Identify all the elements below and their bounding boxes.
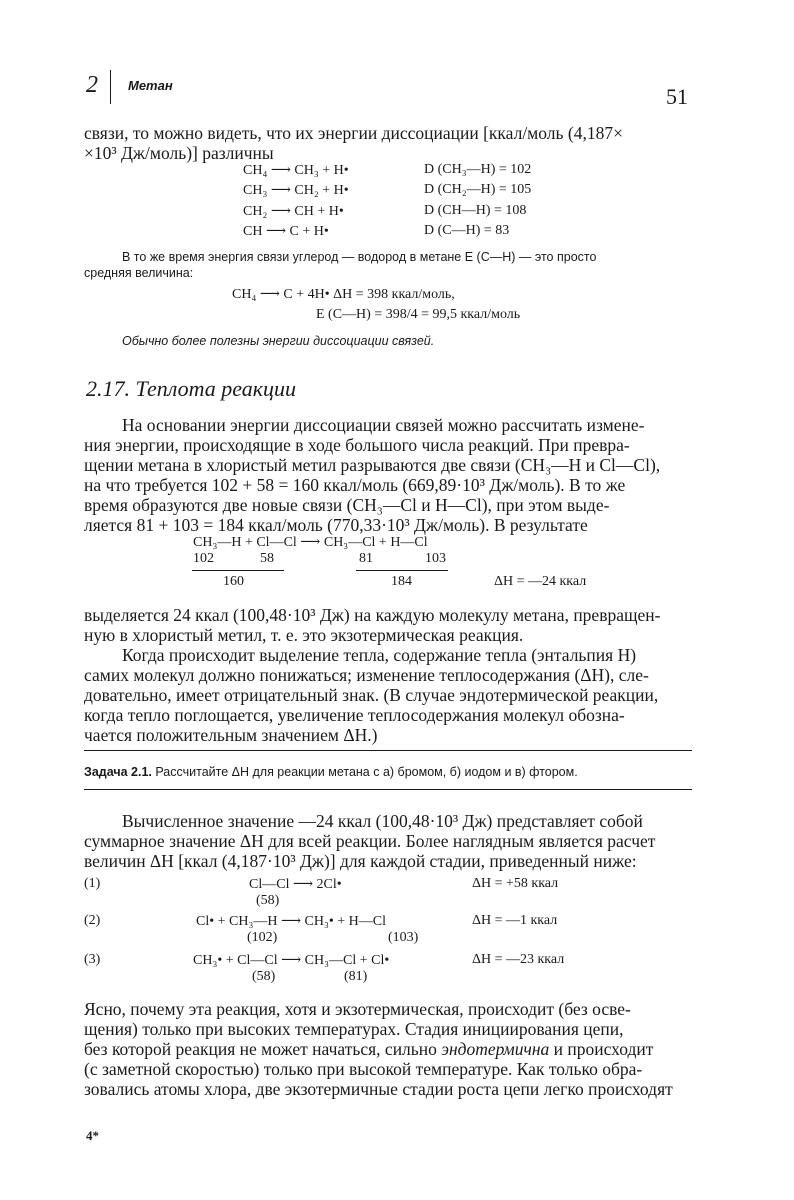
para2-line: самих молекул должно понижаться; изменение теплосодержания (ΔH), сле- — [84, 665, 649, 685]
problem-top-rule — [84, 750, 692, 751]
step-number: (3) — [84, 952, 101, 967]
bond-energy-sum-left: 160 — [223, 574, 244, 589]
step-energy: (103) — [388, 930, 419, 945]
para1-line: ния энергии, происходящие в ходе большого числа реакций. При превра- — [84, 435, 630, 455]
step-energy: (58) — [256, 893, 280, 908]
para4-text: без которой реакция не может начаться, сильно — [84, 1039, 442, 1059]
overall-reaction: CH₃—H + Cl—Cl ⟶ CH₃—Cl + H—Cl — [193, 535, 428, 550]
bond-energy-right-2: 103 — [425, 551, 446, 566]
intro-line-2: ×10³ Дж/моль)] различны — [84, 143, 274, 163]
para4-line: Ясно, почему эта реакция, хотя и экзотермическая, происходит (без осве- — [84, 999, 631, 1019]
note-conclusion: Обычно более полезны энергии диссоциации связей. — [122, 334, 435, 348]
chapter-title: Метан — [128, 78, 173, 93]
reaction-row: CH₄ ⟶ CH₃ + H• — [243, 163, 349, 178]
enthalpy-total: ΔH = —24 ккал — [494, 574, 587, 589]
para4-emphasis: эндотермична — [441, 1039, 550, 1059]
problem-bottom-rule — [84, 789, 692, 790]
step-energy: (102) — [247, 930, 278, 945]
problem-body: Рассчитайте ΔH для реакции метана с а) бромом, б) иодом и в) фтором. — [155, 765, 578, 779]
step-reaction: Cl• + CH₃—H ⟶ CH₃• + H—Cl — [196, 914, 386, 929]
para1-line: ляется 81 + 103 = 184 ккал/моль (770,33·10³ Дж/моль). В результате — [84, 515, 588, 535]
header-divider — [110, 70, 111, 104]
para4-line: (с заметной скоростью) только при высокой температуре. Как только обра- — [84, 1059, 643, 1079]
reaction-row: CH ⟶ C + H• — [243, 224, 329, 239]
step-energy: (81) — [344, 969, 368, 984]
step-delta-h: ΔH = —23 ккал — [472, 952, 565, 967]
problem-label: Задача 2.1. — [84, 765, 152, 779]
note-line-1: В то же время энергия связи углерод — водород в метане E (C—H) — это просто — [122, 250, 597, 264]
para3-line: Вычисленное значение —24 ккал (100,48·10³ Дж) представляет собой — [122, 811, 643, 831]
page-number: 51 — [666, 84, 688, 109]
para2-line: выделяется 24 ккал (100,48·10³ Дж) на каждую молекулу метана, превращен- — [84, 605, 661, 625]
energy-value: D (CH₂—H) = 105 — [424, 182, 532, 197]
intro-line-1: связи, то можно видеть, что их энергии диссоциации [ккал/моль (4,187× — [84, 123, 623, 143]
note-line-2: средняя величина: — [84, 266, 194, 280]
para2-line: когда тепло поглощается, увеличение теплосодержания молекул обозна- — [84, 705, 625, 725]
step-reaction: Cl—Cl ⟶ 2Cl• — [249, 877, 342, 892]
para2-line: Когда происходит выделение тепла, содержание тепла (энтальпия H) — [122, 645, 637, 665]
section-heading: 2.17. Теплота реакции — [86, 376, 296, 401]
para1-line: щении метана в хлористый метил разрываются две связи (CH₃—H и Cl—Cl), — [84, 455, 661, 475]
step-number: (1) — [84, 876, 101, 891]
sum-line-left — [192, 570, 284, 571]
reaction-row: CH₂ ⟶ CH + H• — [243, 204, 344, 219]
para4-text: и происходит — [549, 1039, 654, 1059]
para2-line: чается положительным значением ΔH.) — [84, 725, 378, 745]
reaction-row: CH₃ ⟶ CH₂ + H• — [243, 183, 349, 198]
average-bond-energy: E (C—H) = 398/4 = 99,5 ккал/моль — [316, 307, 521, 322]
para4-line — [84, 1038, 653, 1060]
methane-equation: CH₄ ⟶ C + 4H• ΔH = 398 ккал/моль, — [232, 287, 455, 302]
step-number: (2) — [84, 913, 101, 928]
sum-line-right — [356, 570, 448, 571]
para4-line: щения) только при высоких температурах. Стадия инициирования цепи, — [84, 1019, 624, 1039]
para3-line: величин ΔH [ккал (4,187·10³ Дж)] для каждой стадии, приведенный ниже: — [84, 851, 637, 871]
step-energy: (58) — [252, 969, 276, 984]
chapter-number: 2 — [86, 72, 98, 98]
para1-line: на что требуется 102 + 58 = 160 ккал/моль (669,89·10³ Дж/моль). В то же — [84, 475, 626, 495]
step-delta-h: ΔH = +58 ккал — [472, 876, 559, 891]
para3-line: суммарное значение ΔH для всей реакции. Более наглядным является расчет — [84, 831, 656, 851]
para1-line: время образуются две новые связи (CH₃—Cl и H—Cl), при этом выде- — [84, 495, 610, 515]
bond-energy-sum-right: 184 — [391, 574, 412, 589]
para2-line: ную в хлористый метил, т. е. это экзотермическая реакция. — [84, 625, 524, 645]
signature-mark: 4* — [86, 1128, 99, 1143]
energy-value: D (CH₃—H) = 102 — [424, 162, 532, 177]
para2-line: довательно, имеет отрицательный знак. (В случае эндотермической реакции, — [84, 685, 659, 705]
bond-energy-left-1: 102 — [193, 551, 214, 566]
energy-value: D (C—H) = 83 — [424, 223, 510, 238]
bond-energy-left-2: 58 — [260, 551, 274, 566]
problem-text — [84, 764, 578, 780]
para1-line: На основании энергии диссоциации связей можно рассчитать измене- — [122, 415, 645, 435]
bond-energy-right-1: 81 — [359, 551, 373, 566]
para4-line: зовались атомы хлора, две экзотермичные стадии роста цепи легко происходят — [84, 1079, 673, 1099]
step-reaction: CH₃• + Cl—Cl ⟶ CH₃—Cl + Cl• — [193, 953, 390, 968]
step-delta-h: ΔH = —1 ккал — [472, 913, 558, 928]
energy-value: D (CH—H) = 108 — [424, 203, 527, 218]
